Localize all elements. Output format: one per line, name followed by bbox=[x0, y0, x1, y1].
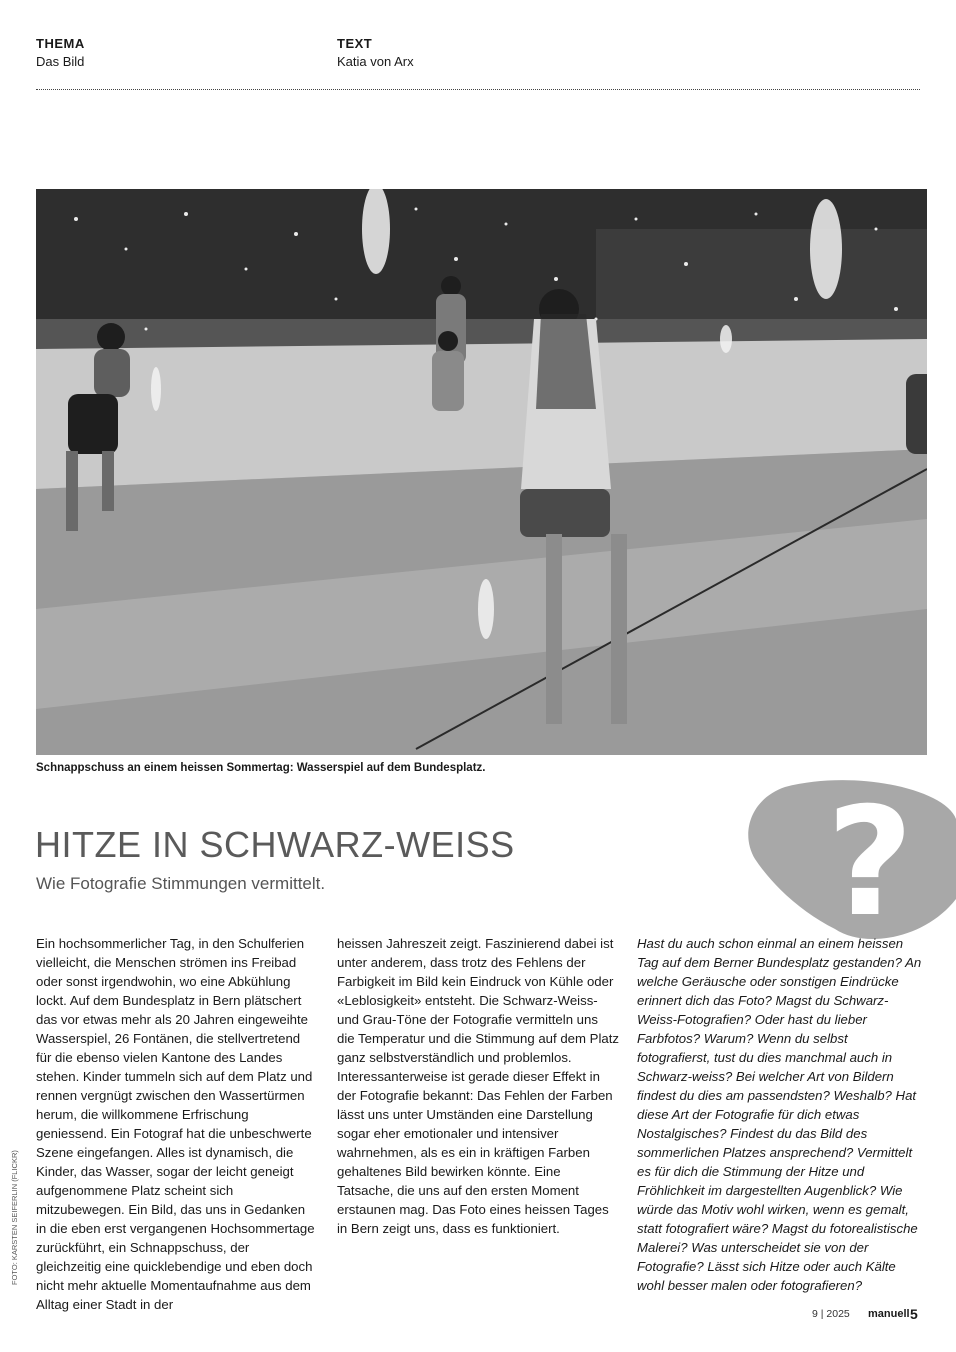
article-column-1: Ein hochsommerlicher Tag, in den Schulferien vielleicht, die Menschen strömen ins Freibad oder sonst irgendwohin, wo eine Abkühlung lockt. Auf dem Bundesplatz in Bern plätschert das vor etwas mehr als 20 Jahren eingeweihte Wasserspiel, 26 Fontänen, die stellvertretend für die ebenso vielen Kantone des Landes stehen. Kinder tummeln sich auf dem Platz und rennen vergnügt zwischen den Wassertürmen herum, die willkommene Erfrischung geniessend. Ein Fotograf hat die unbeschwerte Szene eingefangen. Alles ist dynamisch, die Kinder, das Wasser, sogar der leicht geneigt aufgenommene Platz scheint sich mitzubewegen. Ein Bild, das uns in Gedanken in die eben erst vergangenen Hochsommertage zurückführt, ein Schnappschuss, der gleichzeitig eine quicklebendige und eben doch nicht mehr aktuelle Momentaufnahme aus dem Alltag einer Stadt in der bbox=[36, 936, 315, 1312]
text-author: Katia von Arx bbox=[337, 54, 414, 69]
question-mark-glyph: ? bbox=[826, 779, 914, 949]
issue-number: 9 | 2025 bbox=[812, 1308, 850, 1320]
fountain-photo bbox=[36, 189, 927, 755]
page-number: 5 bbox=[910, 1306, 918, 1322]
photo-caption: Schnappschuss an einem heissen Sommertag: Wasserspiel auf dem Bundesplatz. bbox=[36, 762, 486, 774]
article-column-3-questions: Hast du auch schon einmal an einem heissen Tag auf dem Berner Bundesplatz gestanden? An welche Geräusche oder sonstigen Eindrücke erinnert dich das Foto? Magst du Schwarz-Weiss-Fotografien? Oder hast du lieber Farbfotos? Warum? Wenn du selbst fotografierst, tust du dies manchmal auch in Schwarz-weiss? Bei welcher Art von Bildern findest du dies am passendsten? Weshalb? Hat diese Art der Fotografie für dich etwas Nostalgisches? Findest du das Bild des sommerlichen Platzes ansprechend? Vermittelt es für dich die Stimmung der Hitze und Fröhlichkeit im dargestellten Augenblick? Wie würde das Motiv wohl wirken, wenn es gemalt, statt fotografiert wäre? Magst du fotorealistische Malerei? Was unterscheidet sie von der Fotografie? Lässt sich Hitze oder auch Kälte wohl besser malen oder fotografieren? bbox=[637, 936, 922, 1293]
text-label: TEXT bbox=[337, 36, 373, 51]
article-subtitle: Wie Fotografie Stimmungen vermittelt. bbox=[36, 874, 326, 893]
thema-label: THEMA bbox=[36, 36, 85, 51]
question-bubble bbox=[745, 779, 956, 954]
magazine-brand: manuell bbox=[868, 1308, 910, 1320]
fountain-photo-illustration bbox=[36, 189, 927, 755]
thema-value: Das Bild bbox=[36, 54, 85, 69]
header-divider bbox=[36, 89, 920, 90]
photo-credit: FOTO: KARSTEN SEIFERLIN (FLICKR) bbox=[10, 1150, 19, 1285]
article-column-2: heissen Jahreszeit zeigt. Faszinierend dabei ist unter anderem, dass trotz des Fehlens der Farbigkeit im Bild kein Eindruck von Kühle oder «Leblosigkeit» entsteht. Die Schwarz-Weiss- und Grau-Töne der Fotografie vermitteln uns die Temperatur und die Stimmung auf dem Platz ganz selbstverständlich und problemlos. Interessanterweise ist gerade dieser Effekt in der Fotografie bekannt: Das Fehlen der Farben lässt uns unter Umständen eine Darstellung sogar eher emotionaler und intensiver wahrnehmen, als es ein in kräftigen Farben gehaltenes Bild bewirken könnte. Eine Tatsache, die uns auf den ersten Moment erstaunen mag. Das Foto eines heissen Tages in Bern zeigt uns, dass es funktioniert. bbox=[337, 936, 619, 1236]
question-mark-icon bbox=[745, 779, 956, 949]
article-title: HITZE IN SCHWARZ-WEISS bbox=[35, 824, 515, 865]
